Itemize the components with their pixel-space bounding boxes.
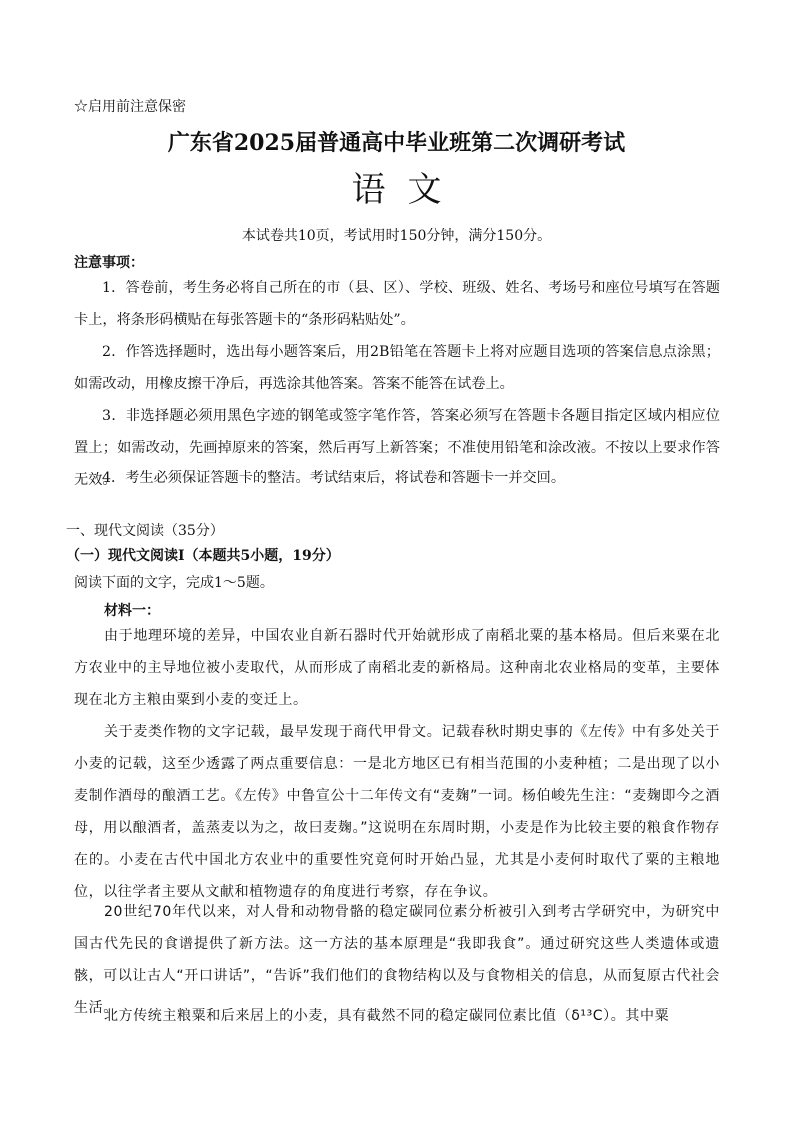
material-paragraph: 关于麦类作物的文字记载，最早发现于商代甲骨文。记载春秋时期史事的《左传》中有多处关于小麦的记载，这至少透露了两点重要信息：一是北方地区已有相当范围的小麦种植；二是出现了以小麦制作酒母的酿酒工艺。《左传》中鲁宣公十二年传文有“麦麹”一词。杨伯峻先生注：“麦麹即今之酒母，用以酿酒者，盖蒸麦以为之，故曰麦麹。”这说明在东周时期，小麦是作为比较主要的粮食作物存在的。小麦在古代中国北方农业中的重要性究竟何时开始凸显，尤其是小麦何时取代了粟的主粮地位，以往学者主要从文献和植物遗存的角度进行考察，存在争议。 — [74, 724, 720, 900]
note-item-1: 1．答卷前，考生务必将自己所在的市（县、区）、学校、班级、姓名、考场号和座位号填写在答题卡上，将条形码横贴在每张答题卡的“条形码粘贴处”。 — [74, 280, 720, 328]
confidential-mark: ☆启用前注意保密 — [74, 99, 186, 115]
note-item-3: 3．非选择题必须用黑色字迹的钢笔或签字笔作答，答案必须写在答题卡各题目指定区域内相应位置上；如需改动，先画掉原来的答案，然后再写上新答案；不准使用铅笔和涂改液。不按以上要求作答无效。 — [74, 408, 720, 488]
section-heading: 一、现代文阅读（35分） — [66, 523, 224, 539]
exam-title: 广东省2025届普通高中毕业班第二次调研考试 — [167, 130, 626, 156]
material-label: 材料一： — [104, 603, 160, 619]
exam-info: 本试卷共10页，考试用时150分钟，满分150分。 — [241, 228, 552, 244]
sub-section-heading: （一）现代文阅读Ⅰ（本题共5小题，19分） — [66, 548, 340, 564]
note-item-4: 4．考生必须保证答题卡的整洁。考试结束后，将试卷和答题卡一并交回。 — [102, 470, 566, 486]
reading-instruction: 阅读下面的文字，完成1～5题。 — [74, 575, 274, 591]
material-paragraph: 由于地理环境的差异，中国农业自新石器时代开始就形成了南稻北粟的基本格局。但后来粟在北方农业中的主导地位被小麦取代，从而形成了南稻北麦的新格局。这种南北农业格局的变革，主要体现在北方主粮由粟到小麦的变迁上。 — [74, 628, 720, 708]
subject-title: 语文 — [351, 170, 464, 210]
note-item-2: 2．作答选择题时，选出每小题答案后，用2B铅笔在答题卡上将对应题目选项的答案信息点涂黑；如需改动，用橡皮擦干净后，再选涂其他答案。答案不能答在试卷上。 — [74, 344, 720, 392]
material-paragraph: 20世纪70年代以来，对人骨和动物骨骼的稳定碳同位素分析被引入到考古学研究中，为研究中国古代先民的食谱提供了新方法。这一方法的基本原理是“我即我食”。通过研究这些人类遗体或遗骸，可以让古人“开口讲话”，“告诉”我们他们的食物结构以及与食物相关的信息，从而复原古代社会生活。 — [74, 904, 720, 1016]
notes-heading: 注意事项： — [74, 255, 144, 271]
material-paragraph: 北方传统主粮粟和后来居上的小麦，具有截然不同的稳定碳同位素比值（δ¹³C）。其中粟 — [104, 1008, 670, 1024]
